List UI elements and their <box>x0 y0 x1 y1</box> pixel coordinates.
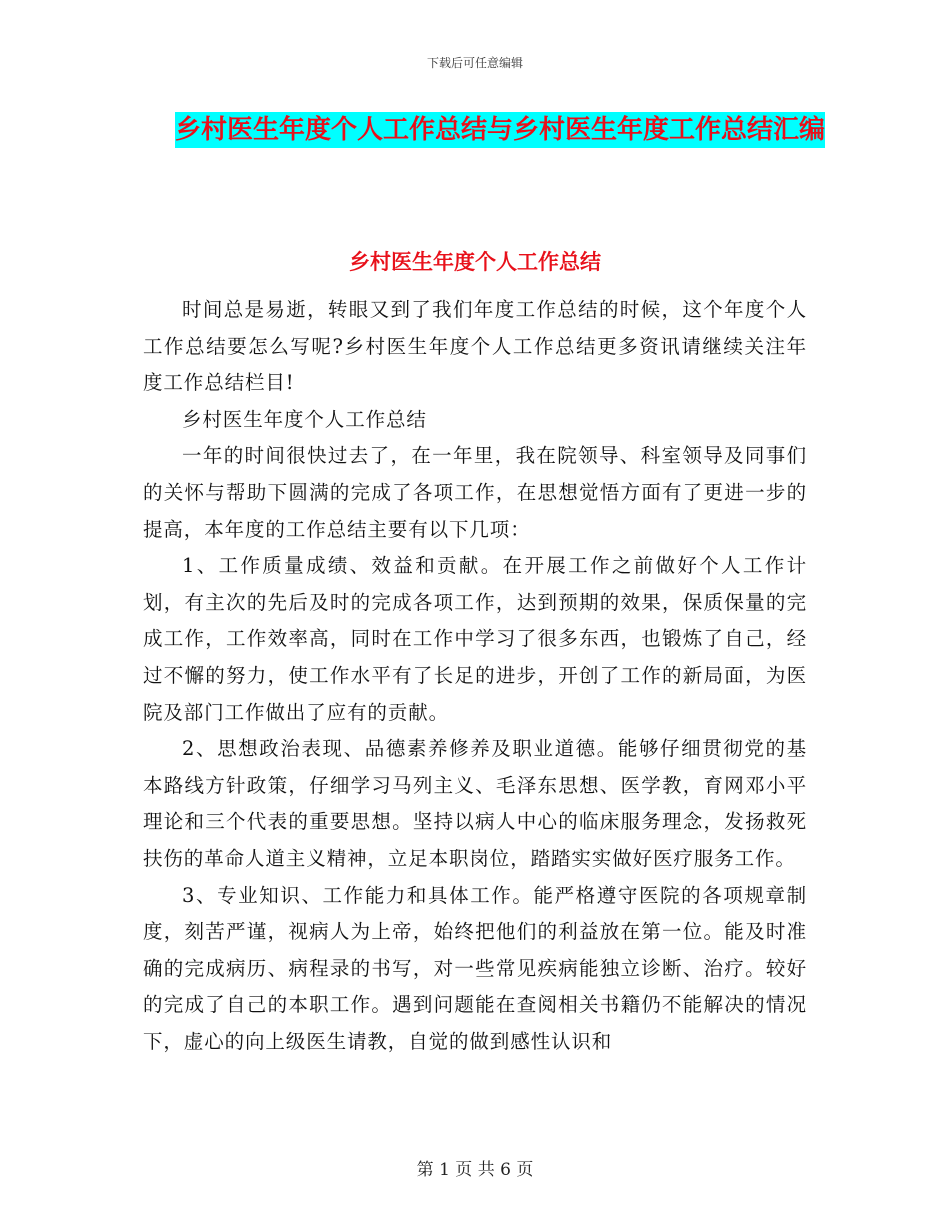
document-body <box>143 292 807 1060</box>
paragraph-item-2: 2、思想政治表现、品德素养修养及职业道德。能够仔细贯彻党的基本路线方针政策，仔细学习马列主义、毛泽东思想、医学教，育网邓小平理论和三个代表的重要思想。坚持以病人中心的临床服务理念，发扬救死扶伤的革命人道主义精神，立足本职岗位，踏踏实实做好医疗服务工作。 <box>143 737 807 870</box>
page-footer: 第 1 页 共 6 页 <box>416 1160 534 1180</box>
document-title <box>140 106 860 154</box>
paragraph-intro: 时间总是易逝，转眼又到了我们年度工作总结的时候，这个年度个人工作总结要怎么写呢?乡村医生年度个人工作总结更多资讯请继续关注年度工作总结栏目! <box>143 298 807 395</box>
document-title-text: 乡村医生年度个人工作总结与乡村医生年度工作总结汇编 <box>175 112 825 148</box>
paragraph-subheading: 乡村医生年度个人工作总结 <box>182 407 427 431</box>
header-note: 下载后可任意编辑 <box>426 56 523 70</box>
paragraph-item-3: 3、专业知识、工作能力和具体工作。能严格遵守医院的各项规章制度，刻苦严谨，视病人为上帝，始终把他们的利益放在第一位。能及时准确的完成病历、病程录的书写，对一些常见疾病能独立诊断、治疗。较好的完成了自己的本职工作。遇到问题能在查阅相关书籍仍不能解决的情况下，虚心的向上级医生请教，自觉的做到感性认识和 <box>143 883 807 1053</box>
paragraph-overview: 一年的时间很快过去了，在一年里，我在院领导、科室领导及同事们的关怀与帮助下圆满的完成了各项工作，在思想觉悟方面有了更进一步的提高，本年度的工作总结主要有以下几项： <box>143 444 807 541</box>
section-title: 乡村医生年度个人工作总结 <box>349 250 601 274</box>
paragraph-item-1: 1、工作质量成绩、效益和贡献。在开展工作之前做好个人工作计划，有主次的先后及时的完成各项工作，达到预期的效果，保质保量的完成工作，工作效率高，同时在工作中学习了很多东西，也锻炼了自己，经过不懈的努力，使工作水平有了长足的进步，开创了工作的新局面，为医院及部门工作做出了应有的贡献。 <box>143 554 807 724</box>
